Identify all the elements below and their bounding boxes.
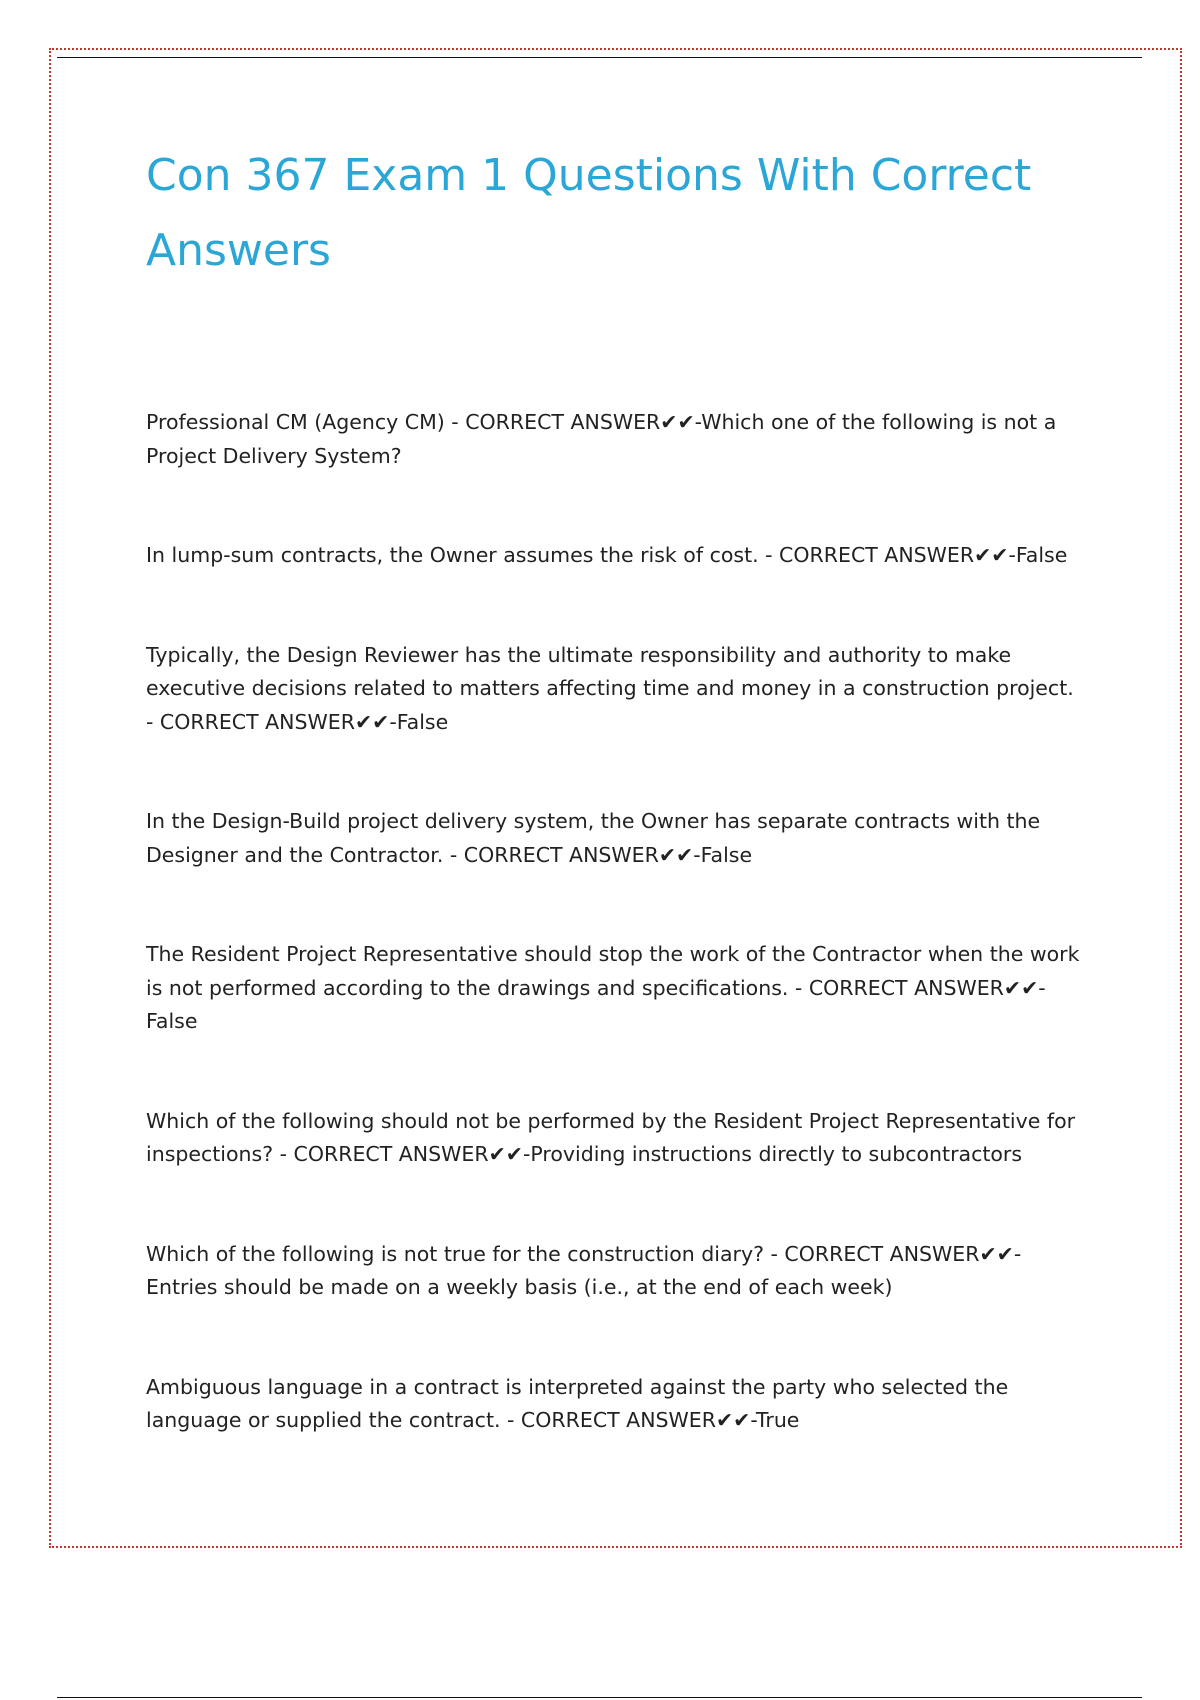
qa-entry-6: Which of the following should not be performed by the Resident Project Representative for inspections? - CORRECT ANSWER✔✔-Providing instructions directly to subcontractors: [146, 1108, 1076, 1166]
qa-entry-1: Professional CM (Agency CM) - CORRECT ANSWER✔✔-Which one of the following is not a Project Delivery System?: [146, 410, 1057, 468]
qa-entry-8: Ambiguous language in a contract is interpreted against the party who selected the language or supplied the contract. - CORRECT ANSWER✔✔-True: [146, 1374, 1009, 1432]
qa-entry-5: The Resident Project Representative should stop the work of the Contractor when the work is not performed according to the drawings and specifications. - CORRECT ANSWER✔✔-False: [146, 942, 1080, 1033]
header-rule: [57, 57, 1142, 58]
qa-list: [146, 406, 1086, 1438]
qa-entry-2: In lump-sum contracts, the Owner assumes the risk of cost. - CORRECT ANSWER✔✔-False: [146, 543, 1068, 567]
qa-entry-7: Which of the following is not true for the construction diary? - CORRECT ANSWER✔✔-Entries should be made on a weekly basis (i.e., at the end of each week): [146, 1241, 1022, 1299]
qa-entry-4: In the Design-Build project delivery system, the Owner has separate contracts with the Designer and the Contractor. - CORRECT ANSWER✔✔-False: [146, 809, 1041, 867]
document-title: Con 367 Exam 1 Questions With Correct Answers: [146, 150, 1032, 276]
footer-rule: [57, 1697, 1142, 1698]
qa-entry-3: Typically, the Design Reviewer has the ultimate responsibility and authority to make executive decisions related to matters affecting time and money in a construction project. - CORRECT ANSWER✔✔-False: [146, 642, 1074, 734]
